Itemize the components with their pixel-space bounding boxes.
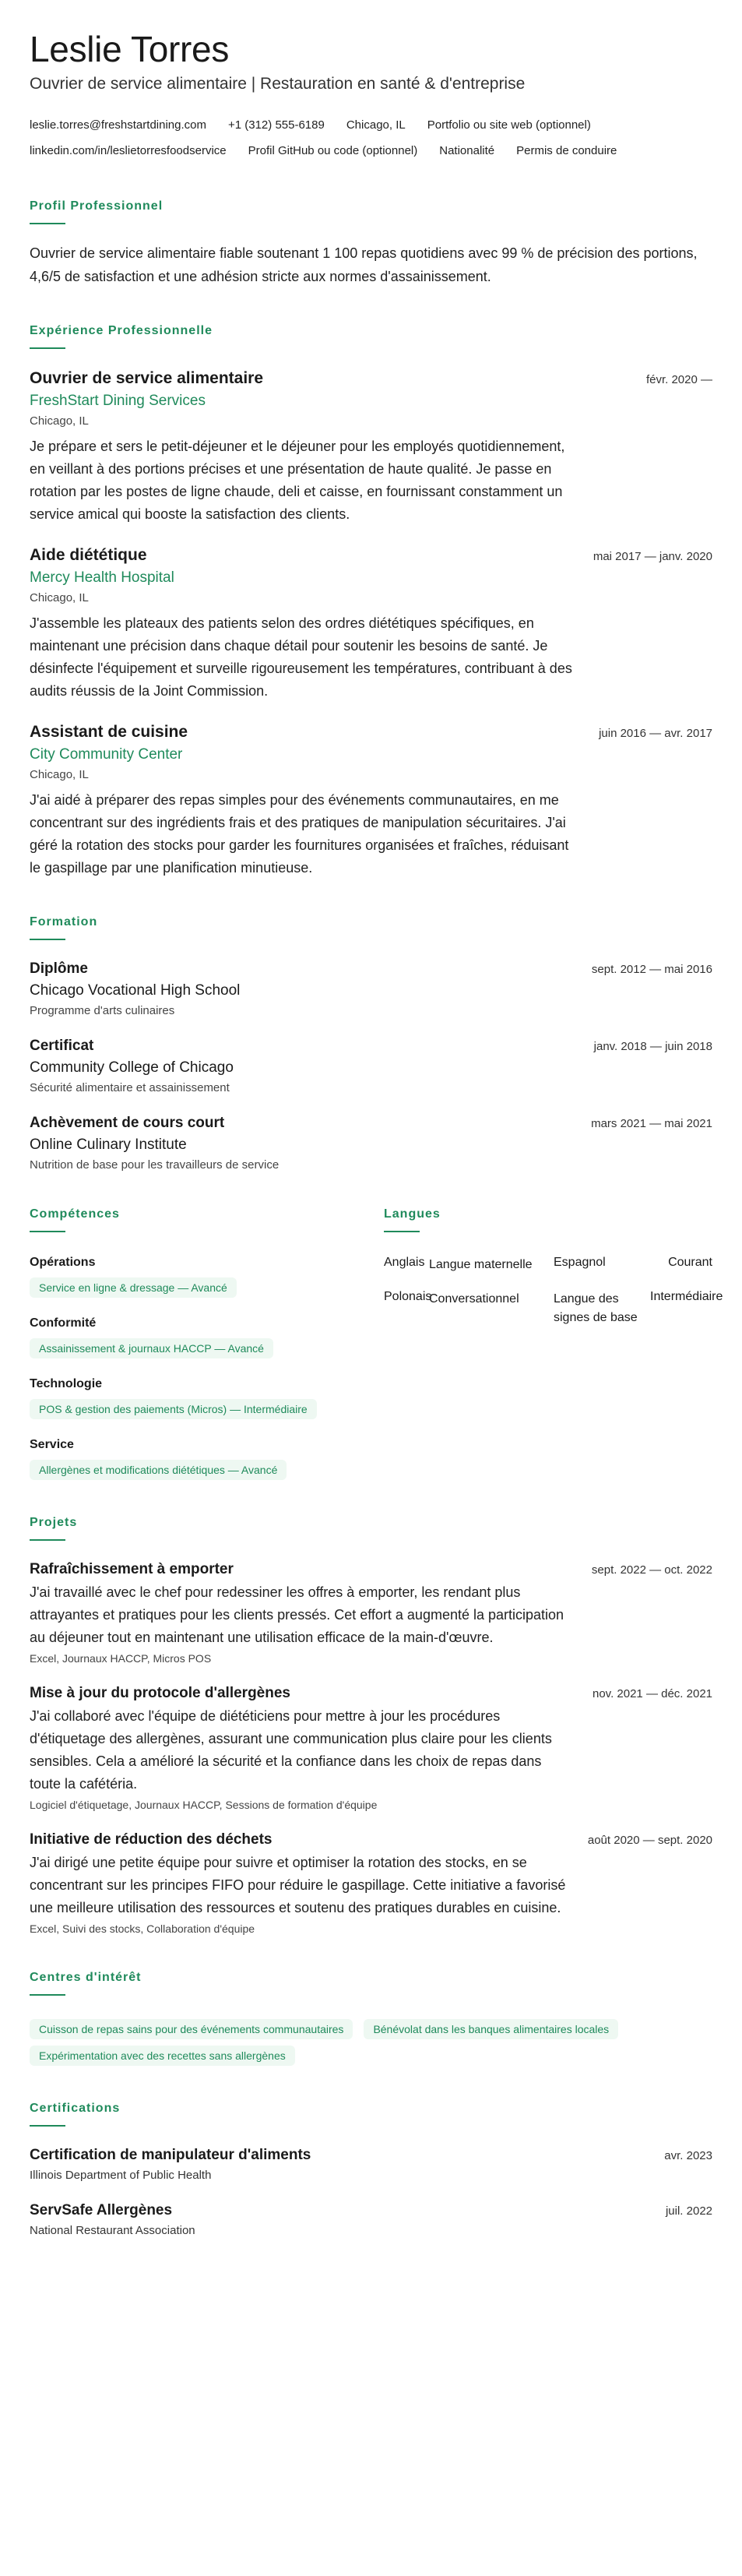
job-description: J'assemble les plateaux des patients selon des ordres diététiques spécifiques, en maintenant une précision dans chaque détail pour soutenir les besoins de santé. Je désinfecte l'équipement et surveille rigoureusement les températures, contribuant à des audits réussis de la Joint Commission. <box>30 615 572 699</box>
degree-title: Diplôme <box>30 960 88 977</box>
job-dates: mai 2017 — janv. 2020 <box>593 550 712 563</box>
interests-section <box>30 1971 712 2066</box>
project-entry <box>30 1685 712 1811</box>
certification-entry <box>30 2202 712 2237</box>
section-heading: Compétences <box>30 1207 120 1221</box>
project-entry <box>30 1831 712 1935</box>
program: Nutrition de base pour les travailleurs de service <box>30 1158 280 1172</box>
section-divider <box>30 1994 65 1996</box>
job-description: J'ai aidé à préparer des repas simples pour des événements communautaires, en me concentrant sur des ingrédients frais et des pratiques de manipulation sécuritaires. J'ai géré la rotation des stocks pour garder les fournitures organisées et fraîches, réduisant le gaspillage par une planification minutieuse. <box>30 792 569 876</box>
section-heading: Profil Professionnel <box>30 199 164 213</box>
education-section <box>30 915 712 1172</box>
employer: FreshStart Dining Services <box>30 393 206 409</box>
skill-category: Opérations <box>30 1256 96 1269</box>
section-divider <box>384 1231 420 1232</box>
interest-chip: Cuisson de repas sains pour des événements communautaires <box>30 2019 353 2039</box>
contact-location: Chicago, IL <box>346 118 406 132</box>
profile-summary: Ouvrier de service alimentaire fiable soutenant 1 100 repas quotidiens avec 99 % de précision des portions, 4,6/5 de satisfaction et une adhésion stricte aux normes d'assainissement. <box>30 245 698 284</box>
candidate-name: Leslie Torres <box>30 29 230 69</box>
section-heading: Centres d'intérêt <box>30 1971 142 1984</box>
project-tools: Excel, Suivi des stocks, Collaboration d'équipe <box>30 1922 255 1935</box>
education-entry <box>30 1115 712 1172</box>
job-dates: févr. 2020 — <box>645 373 712 386</box>
language-name: Espagnol <box>554 1256 606 1269</box>
section-heading: Formation <box>30 915 98 929</box>
experience-entry <box>30 723 712 879</box>
section-divider <box>30 939 65 940</box>
project-entry <box>30 1561 712 1665</box>
education-dates: mars 2021 — mai 2021 <box>591 1117 712 1130</box>
section-divider <box>30 1539 65 1541</box>
projects-section <box>30 1516 712 1935</box>
program: Programme d'arts culinaires <box>30 1004 175 1017</box>
job-location: Chicago, IL <box>30 591 89 604</box>
job-location: Chicago, IL <box>30 414 89 428</box>
contact-email[interactable]: leslie.torres@freshstartdining.com <box>30 118 206 132</box>
education-dates: janv. 2018 — juin 2018 <box>593 1040 712 1053</box>
section-heading: Projets <box>30 1516 78 1529</box>
language-name: Anglais <box>384 1256 425 1269</box>
contact-nationality: Nationalité <box>439 144 495 157</box>
section-heading: Langues <box>384 1207 441 1221</box>
skill-chip: POS & gestion des paiements (Micros) — Intermédiaire <box>30 1399 317 1419</box>
language-name: Polonais <box>384 1290 432 1303</box>
institution: Online Culinary Institute <box>30 1136 187 1153</box>
language-level: Intermédiaire <box>650 1290 723 1303</box>
project-description: J'ai travaillé avec le chef pour redessiner les offres à emporter, les rendant plus attrayantes et pratiques pour les clients pressés. Cet effort a augmenté la participation au déjeuner tout en maintenant une utilisation efficace de la main-d'œuvre. <box>30 1584 564 1645</box>
skills-section <box>30 1207 384 1480</box>
job-description: Je prépare et sers le petit-déjeuner et le déjeuner pour les employés quotidiennement, en veillant à des portions précises et une présentation de haute qualité. Je passe en rotation par les postes de ligne chaude, deli et caisse, en fournissant constamment un service amical qui booste la satisfaction des clients. <box>30 439 565 522</box>
interest-chip: Bénévolat dans les banques alimentaires locales <box>364 2019 618 2039</box>
section-divider <box>30 2125 65 2127</box>
education-entry <box>30 1038 712 1094</box>
institution: Community College of Chicago <box>30 1059 234 1076</box>
degree-title: Certificat <box>30 1038 94 1054</box>
candidate-title: Ouvrier de service alimentaire | Restauration en santé & d'entreprise <box>30 75 526 93</box>
section-divider <box>30 347 65 349</box>
project-description: J'ai dirigé une petite équipe pour suivre et optimiser la rotation des stocks, en se concentrant sur les principes FIFO pour réduire le gaspillage. Cette initiative a favorisé une meilleure utilisation des ressources et soutenu des pratiques durables en cuisine. <box>30 1855 566 1915</box>
contact-github[interactable]: Profil GitHub ou code (optionnel) <box>248 144 418 157</box>
job-dates: juin 2016 — avr. 2017 <box>599 727 712 740</box>
contact-list <box>30 112 712 164</box>
contact-linkedin[interactable]: linkedin.com/in/leslietorresfoodservice <box>30 144 227 157</box>
language-level: Conversationnel <box>429 1292 519 1306</box>
section-heading: Expérience Professionnelle <box>30 324 213 337</box>
skill-category: Technologie <box>30 1377 103 1390</box>
interest-list <box>30 2013 712 2066</box>
education-entry <box>30 960 712 1017</box>
contact-portfolio[interactable]: Portfolio ou site web (optionnel) <box>427 118 591 132</box>
certification-date: avr. 2023 <box>664 2149 712 2162</box>
language-list <box>384 1256 723 1327</box>
skill-category: Conformité <box>30 1316 97 1330</box>
project-title: Initiative de réduction des déchets <box>30 1831 273 1848</box>
interest-chip: Expérimentation avec des recettes sans allergènes <box>30 2046 295 2066</box>
project-description: J'ai collaboré avec l'équipe de diététiciens pour mettre à jour les procédures d'étiquetage des allergènes, assurant une communication plus claire pour les clients sensibles. Cela a amélioré la sécurité et la confiance dans les choix de repas dans toute la cafétéria. <box>30 1708 552 1792</box>
language-level: Courant <box>668 1256 712 1269</box>
experience-section <box>30 324 712 879</box>
profile-section <box>30 199 712 288</box>
project-dates: nov. 2021 — déc. 2021 <box>593 1687 712 1700</box>
section-heading: Certifications <box>30 2102 121 2115</box>
certification-entry <box>30 2147 712 2182</box>
language-name: Langue des signes de base <box>554 1292 638 1324</box>
project-dates: août 2020 — sept. 2020 <box>587 1834 712 1847</box>
program: Sécurité alimentaire et assainissement <box>30 1081 230 1094</box>
project-title: Rafraîchissement à emporter <box>30 1561 234 1577</box>
certification-date: juil. 2022 <box>665 2204 712 2218</box>
education-dates: sept. 2012 — mai 2016 <box>591 963 712 976</box>
certification-issuer: National Restaurant Association <box>30 2224 195 2237</box>
job-title: Assistant de cuisine <box>30 723 188 741</box>
certifications-section <box>30 2102 712 2237</box>
contact-phone[interactable]: +1 (312) 555-6189 <box>227 118 325 132</box>
degree-title: Achèvement de cours court <box>30 1115 225 1131</box>
project-tools: Logiciel d'étiquetage, Journaux HACCP, Sessions de formation d'équipe <box>30 1799 378 1811</box>
employer: Mercy Health Hospital <box>30 569 174 586</box>
skill-chip: Assainissement & journaux HACCP — Avancé <box>30 1338 273 1358</box>
skill-category: Service <box>30 1438 74 1451</box>
employer: City Community Center <box>30 746 183 763</box>
job-location: Chicago, IL <box>30 768 89 781</box>
languages-section <box>384 1207 723 1480</box>
job-title: Aide diététique <box>30 546 147 564</box>
skill-chip: Service en ligne & dressage — Avancé <box>30 1277 237 1298</box>
certification-issuer: Illinois Department of Public Health <box>30 2169 212 2182</box>
project-tools: Excel, Journaux HACCP, Micros POS <box>30 1652 212 1665</box>
skills-languages-row <box>30 1207 723 1480</box>
job-title: Ouvrier de service alimentaire <box>30 369 263 387</box>
section-divider <box>30 1231 65 1232</box>
certification-name: ServSafe Allergènes <box>30 2202 173 2218</box>
project-dates: sept. 2022 — oct. 2022 <box>591 1563 712 1577</box>
institution: Chicago Vocational High School <box>30 982 241 999</box>
project-title: Mise à jour du protocole d'allergènes <box>30 1685 290 1701</box>
certification-name: Certification de manipulateur d'aliments <box>30 2147 311 2163</box>
skill-chip: Allergènes et modifications diététiques — Avancé <box>30 1460 287 1480</box>
experience-entry <box>30 369 712 526</box>
experience-entry <box>30 546 712 703</box>
contact-driving-license: Permis de conduire <box>516 144 617 157</box>
language-level: Langue maternelle <box>429 1258 533 1271</box>
section-divider <box>30 223 65 224</box>
